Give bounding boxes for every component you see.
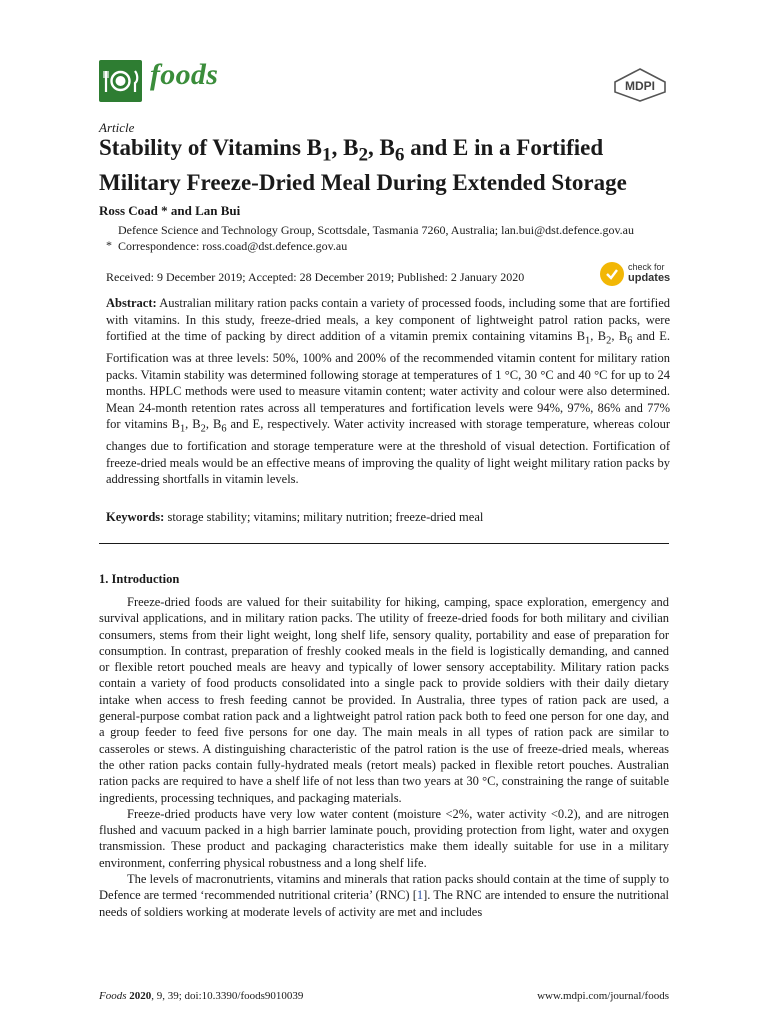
publication-dates: Received: 9 December 2019; Accepted: 28 December 2019; Published: 2 January 2020 xyxy=(106,270,525,284)
title-subscript: 2 xyxy=(358,144,369,166)
keywords-label: Keywords: xyxy=(106,510,165,524)
foods-logo-icon xyxy=(99,60,142,102)
paragraph: Freeze-dried foods are valued for their suitability for hiking, camping, space exploration, emergency and survival applications, and in military ration packs. The utility of freeze-dried foods for both military and civilian consumers, stems from their light weight, long shelf life, sensory quality, portability and ease of preparation for consumption. In contrast, preparation of freshly cooked meals in the field is logistically demanding, and canned or flexible retort pouched meals are heavy and typically of lower sensory acceptability. Military ration packs contain a variety of food products consolidated into a single pack to provide soldiers with their daily dietary intake when access to fresh feeding cannot be provided. In Australia, three types of ration pack are used, a general-purpose combat ration pack and a lightweight patrol ration pack both to feed one person for one day, and a group feeder to feed five persons for one day. The main meals in all types of ration pack are similar to casseroles or stews. A distinguishing characteristic of the patrol ration is the use of freeze-dried meals, whereas the other ration packs contain fully-hydrated meals (retort meals) packed in flexible retort pouches. Australian ration packs are required to have a shelf life of not less than two years at 30 °C, constraining the range of suitable ingredients, processing techniques, and packaging materials. xyxy=(99,595,669,805)
check-updates-line1: check for xyxy=(628,262,665,272)
abstract-subscript: 1 xyxy=(179,423,186,435)
paper-title xyxy=(99,134,699,196)
abstract-text: , B xyxy=(185,417,201,431)
author-list: Ross Coad * and Lan Bui xyxy=(99,203,241,218)
citation-link[interactable]: 1 xyxy=(416,888,424,903)
footer-journal: Foods xyxy=(99,990,127,1002)
correspondence: Correspondence: ross.coad@dst.defence.gov.au xyxy=(118,239,348,253)
check-updates-line2: updates xyxy=(628,272,671,284)
title-text: , B xyxy=(368,135,395,160)
paragraph xyxy=(99,871,669,920)
paragraph-text: The levels of macronutrients, vitamins and minerals that ration packs should contain at the time of supply to Defence are termed ‘recommended nutritional criteria’ (RNC) [ xyxy=(99,872,669,903)
article-type: Article xyxy=(99,120,135,135)
footer-year: 2020 xyxy=(126,990,152,1002)
section-heading: 1. Introduction xyxy=(99,572,180,586)
check-for-updates-badge[interactable] xyxy=(600,260,672,288)
abstract-label: Abstract: xyxy=(106,296,157,310)
abstract-text: , B xyxy=(205,417,222,431)
affiliation xyxy=(118,222,634,254)
abstract-text: Australian military ration packs contain a variety of processed foods, including some that are fortified with vitamins. In this study, freeze-dried meals, a key component of lightweight patrol ration packs, were fortified at the time of packing by direct addition of a vitamin premix containing vitamins B xyxy=(106,296,670,343)
footer-doi: , 9, 39; doi:10.3390/foods9010039 xyxy=(151,990,304,1002)
title-subscript: 1 xyxy=(322,144,332,166)
journal-name: foods xyxy=(150,58,219,91)
title-text: and E in a Fortified xyxy=(404,135,604,160)
affiliation-text: Defence Science and Technology Group, Scottsdale, Tasmania 7260, Australia; lan.bui@dst.defence.gov.au xyxy=(118,223,634,237)
introduction-body xyxy=(99,594,669,920)
abstract-text: , B xyxy=(611,329,628,343)
section-divider xyxy=(99,543,669,544)
abstract-subscript: 2 xyxy=(606,335,612,347)
abstract-text: and E, respectively. Water activity increased with storage temperature, whereas colour changes due to fortification and storage temperature were at the threshold of visual detection. Fortification of freeze-dried meals would be an effective means of improving the quality of light weight military ration packs by addressing shortfalls in vitamin levels. xyxy=(106,417,670,486)
abstract-subscript: 6 xyxy=(627,335,633,347)
abstract-text: and E. Fortification was at three levels: 50%, 100% and 200% of the recommended vitamin content for military ration packs. Vitamin stability was determined following storage at temperatures of 1 °C, 30 °C and 40 °C for up to 24 months. HPLC methods were used to measure vitamin content; water activity and colour were also determined. Mean 24-month retention rates across all temperatures and fortification levels were 94%, 97%, 86% and 77% for vitamins B xyxy=(106,329,671,431)
abstract-subscript: 6 xyxy=(221,423,227,435)
footer-citation xyxy=(99,990,303,1002)
title-text: , B xyxy=(331,135,359,160)
abstract-text: , B xyxy=(590,329,607,343)
paragraph-text: ]. The RNC are intended to ensure the nutritional needs of soldiers working at moderate levels of activity are met and includes xyxy=(99,888,669,919)
abstract-subscript: 2 xyxy=(200,423,206,435)
mdpi-logo-icon xyxy=(612,68,668,102)
publisher-name: MDPI xyxy=(625,79,655,93)
abstract xyxy=(106,295,670,488)
correspondence-star: * xyxy=(106,238,112,252)
abstract-subscript: 1 xyxy=(585,335,591,347)
check-updates-icon xyxy=(600,262,624,286)
footer-url[interactable]: www.mdpi.com/journal/foods xyxy=(537,990,669,1002)
title-subscript: 6 xyxy=(394,144,405,166)
title-text: Military Freeze-Dried Meal During Extended Storage xyxy=(99,169,627,195)
paragraph: Freeze-dried products have very low water content (moisture <2%, water activity <0.2), and are nitrogen flushed and vacuum packed in a high barrier laminate pouch, providing protection from light, water and oxygen transmission. These product and packaging characteristics make them ideally suitable for use in a military environment, conferring physical robustness and a long shelf life. xyxy=(99,806,669,870)
keywords-text: storage stability; vitamins; military nutrition; freeze-dried meal xyxy=(164,510,484,524)
keywords xyxy=(106,510,670,525)
title-text: Stability of Vitamins B xyxy=(99,135,323,160)
